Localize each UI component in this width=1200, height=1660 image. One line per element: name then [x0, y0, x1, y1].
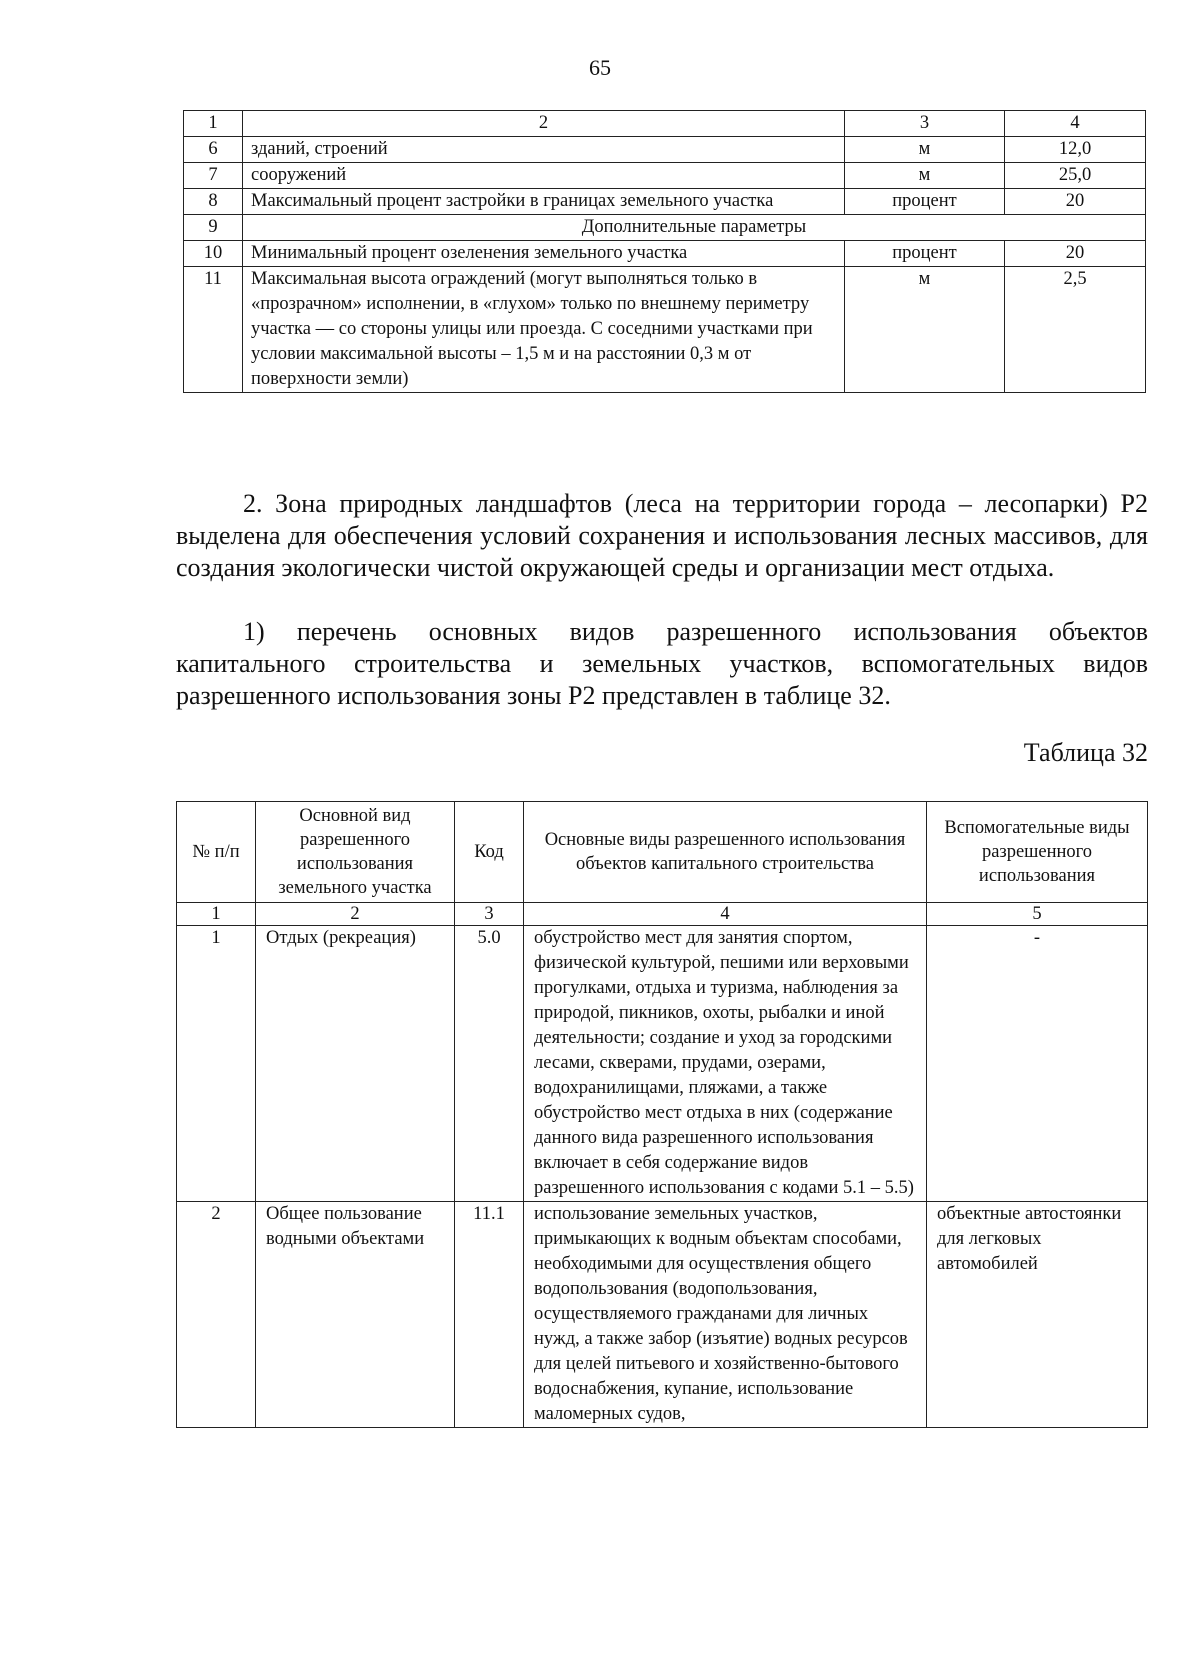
row-number: 11: [184, 267, 243, 393]
column-number-cell: 4: [1005, 111, 1146, 137]
column-numbers-row: [177, 903, 1148, 926]
parameter-unit: процент: [845, 241, 1005, 267]
row-number: 7: [184, 163, 243, 189]
use-description: использование земельных участков, примыкающих к водным объектам способами, необходимыми для осуществления общего водопользования (водопользования, осуществляемого гражданами для личных нужд, а также забор (изъятие) водных ресурсов для целей питьевого и хозяйственно-бытового водоснабжения, купание, использование маломерных судов,: [524, 1202, 927, 1428]
parameter-unit: м: [845, 267, 1005, 393]
row-number: 9: [184, 215, 243, 241]
uses-list-paragraph: 1) перечень основных видов разрешенного использования объектов капитального строительства и земельных участков, вспомогательных видов разрешенного использования зоны Р2 представлен в таблице 32.: [176, 617, 1148, 710]
column-number-cell: 5: [927, 903, 1148, 926]
use-type: Отдых (рекреация): [256, 926, 455, 1202]
parameter-name: Минимальный процент озеленения земельного участка: [243, 241, 845, 267]
parameter-value: 2,5: [1005, 267, 1146, 393]
header-main-uses: Основные виды разрешенного использования объектов капитального строительства: [524, 802, 927, 903]
column-number-cell: 1: [184, 111, 243, 137]
table-row: [184, 241, 1146, 267]
row-number: 6: [184, 137, 243, 163]
parameter-name: сооружений: [243, 163, 845, 189]
column-number-cell: 2: [256, 903, 455, 926]
header-auxiliary-uses: Вспомогательные виды разрешенного использования: [927, 802, 1148, 903]
use-code: 5.0: [455, 926, 524, 1202]
page-number: 65: [589, 55, 611, 80]
section-label: Дополнительные параметры: [243, 215, 1146, 241]
parameters-table: [183, 110, 1146, 393]
auxiliary-use: -: [927, 926, 1148, 1202]
row-number: 2: [177, 1202, 256, 1428]
column-number-cell: 4: [524, 903, 927, 926]
table-row: [184, 267, 1146, 393]
column-number-cell: 3: [455, 903, 524, 926]
permitted-uses-table: [176, 801, 1148, 1428]
header-number: № п/п: [177, 802, 256, 903]
parameter-value: 25,0: [1005, 163, 1146, 189]
column-number-cell: 2: [243, 111, 845, 137]
use-description: обустройство мест для занятия спортом, физической культурой, пешими или верховыми прогулками, отдыха и туризма, наблюдения за природой, пикников, охоты, рыбалки и иной деятельности; создание и уход за городскими лесами, скверами, прудами, озерами, водохранилищами, пляжами, а также обустройство мест отдыха в них (содержание данного вида разрешенного использования включает в себя содержание видов разрешенного использования с кодами 5.1 – 5.5): [524, 926, 927, 1202]
column-number-cell: 3: [845, 111, 1005, 137]
table-row: [177, 1202, 1148, 1428]
table-row: [177, 926, 1148, 1202]
parameter-unit: м: [845, 163, 1005, 189]
auxiliary-use: объектные автостоянки для легковых автомобилей: [927, 1202, 1148, 1428]
parameter-value: 12,0: [1005, 137, 1146, 163]
table-row: [184, 163, 1146, 189]
parameter-value: 20: [1005, 241, 1146, 267]
table-header-row: [177, 802, 1148, 903]
parameter-unit: м: [845, 137, 1005, 163]
row-number: 1: [177, 926, 256, 1202]
zone-description-paragraph: 2. Зона природных ландшафтов (леса на территории города – лесопарки) Р2 выделена для обеспечения условий сохранения и использования лесных массивов, для создания экологически чистой окружающей среды и организации мест отдыха.: [176, 489, 1148, 582]
use-type: Общее пользование водными объектами: [256, 1202, 455, 1428]
parameter-value: 20: [1005, 189, 1146, 215]
table-row: [184, 189, 1146, 215]
table-row: [184, 137, 1146, 163]
use-code: 11.1: [455, 1202, 524, 1428]
parameter-name: зданий, строений: [243, 137, 845, 163]
row-number: 8: [184, 189, 243, 215]
header-main-use-type: Основной вид разрешенного использования земельного участка: [256, 802, 455, 903]
table-header-row: [184, 111, 1146, 137]
parameter-name: Максимальная высота ограждений (могут выполняться только в «прозрачном» исполнении, в «глухом» только по внешнему периметру участка — со стороны улицы или проезда. С соседними участками при условии максимальной высоты – 1,5 м и на расстоянии 0,3 м от поверхности земли): [243, 267, 845, 393]
table-caption: Таблица 32: [1023, 738, 1148, 767]
table-section-row: [184, 215, 1146, 241]
column-number-cell: 1: [177, 903, 256, 926]
parameter-name: Максимальный процент застройки в границах земельного участка: [243, 189, 845, 215]
parameter-unit: процент: [845, 189, 1005, 215]
header-code: Код: [455, 802, 524, 903]
row-number: 10: [184, 241, 243, 267]
